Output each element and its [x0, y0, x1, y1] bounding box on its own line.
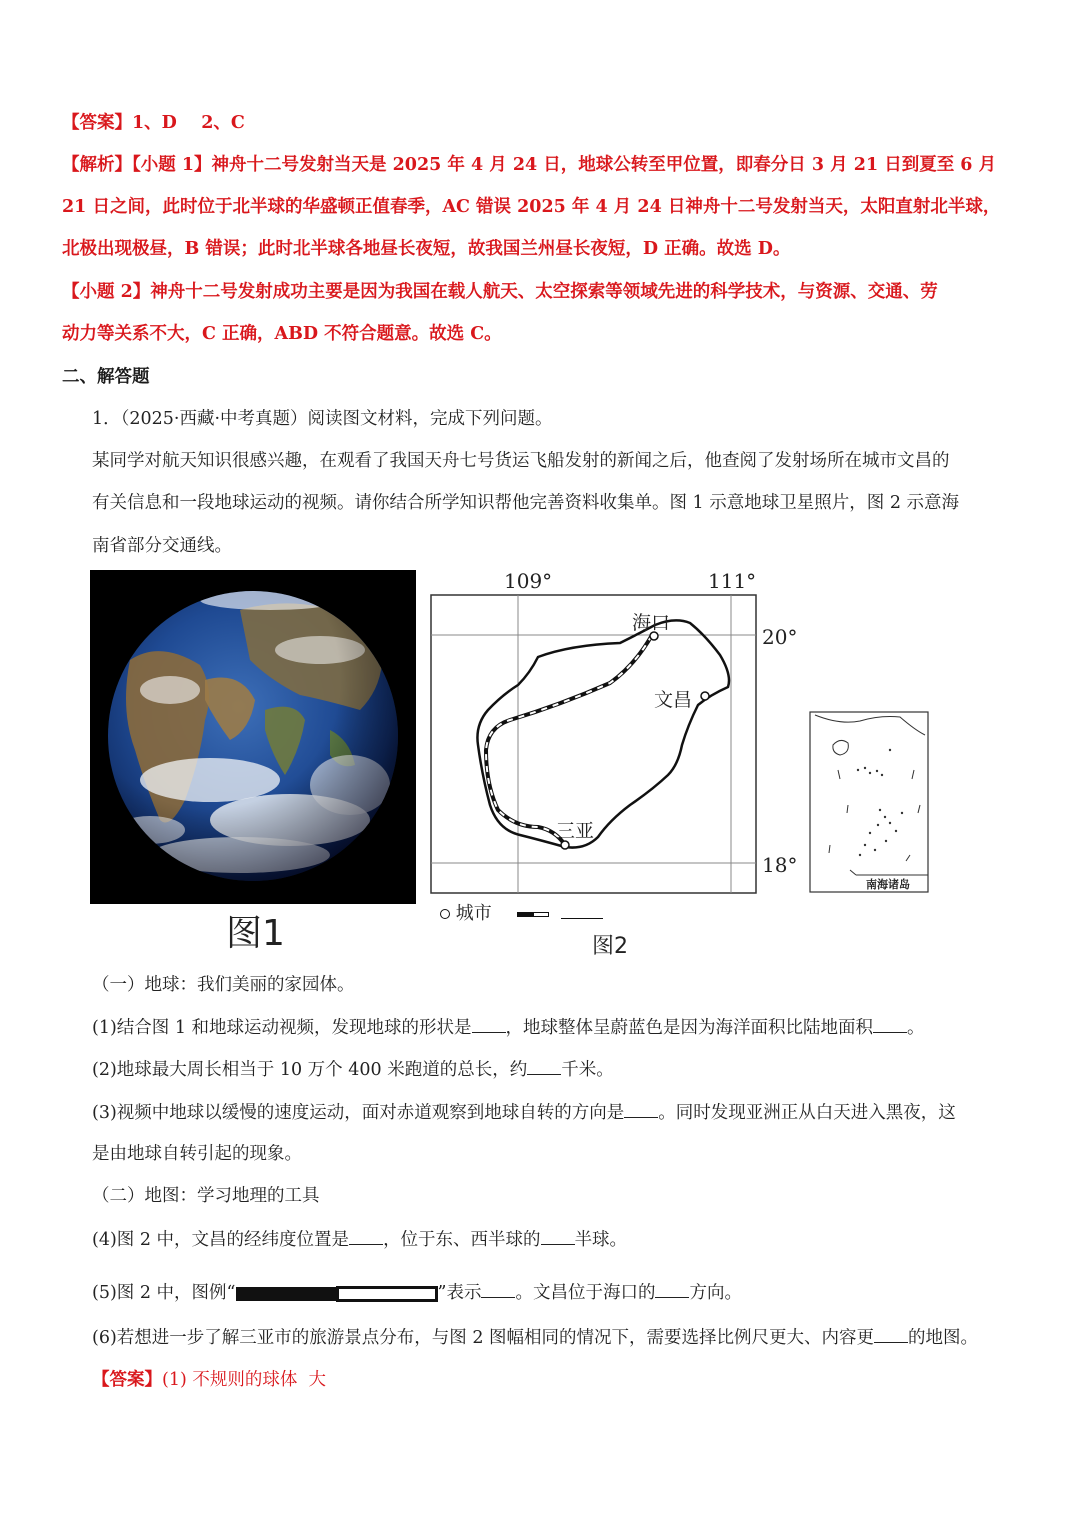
question-3-blank[interactable]: [624, 1101, 658, 1118]
lat-label-18: 18°: [762, 853, 798, 877]
question-1-blank-1[interactable]: [472, 1016, 506, 1033]
question-2-blank[interactable]: [527, 1058, 561, 1075]
question-1-blank-2[interactable]: [873, 1016, 907, 1033]
lon-label-109: 109°: [504, 569, 553, 593]
answer-label: 【答案】: [62, 113, 132, 133]
part1-title: （一）地球：我们美丽的家园体。: [92, 975, 355, 995]
hainan-map-drawing: [420, 565, 940, 895]
question-3-cont: 是由地球自转引起的现象。: [92, 1144, 302, 1164]
analysis-line-5: 动力等关系不大，C 正确，ABD 不符合题意。故选 C。: [62, 324, 502, 344]
question-1: [92, 1016, 925, 1039]
legend-scale-blank: [561, 918, 603, 919]
answer-line: [62, 112, 245, 134]
question-5-text-b: ”表示: [437, 1283, 482, 1303]
legend-scale-black: [517, 912, 533, 917]
question-5-text-d: 方向。: [689, 1283, 742, 1303]
question-5-blank-2[interactable]: [655, 1281, 689, 1298]
question-3-text-b: 。同时发现亚洲正从白天进入黑夜，这: [658, 1103, 956, 1123]
question-4-text-a: (4)图 2 中，文昌的经纬度位置是: [92, 1230, 350, 1250]
question-2: [92, 1058, 614, 1081]
hainan-island-outline: [477, 620, 729, 847]
question-header: 1．（2025·西藏·中考真题）阅读图文材料，完成下列问题。: [92, 409, 553, 429]
map-legend: [440, 899, 603, 925]
question-6: [92, 1326, 978, 1349]
question-5-scale-white: [336, 1286, 438, 1302]
city-label-sanya: 三亚: [556, 820, 595, 842]
question-2-text-a: (2)地球最大周长相当于 10 万个 400 米跑道的总长，约: [92, 1060, 528, 1080]
question-4: [92, 1228, 627, 1251]
figure-1-caption: 图1: [226, 913, 285, 954]
analysis-line-1: 【解析】【小题 1】神舟十二号发射当天是 2025 年 4 月 24 日，地球公转至甲位置，即春分日 3 月 21 日到夏至 6 月: [62, 155, 997, 175]
part2-title: （二）地图：学习地理的工具: [92, 1186, 320, 1206]
question-5-blank-1[interactable]: [481, 1281, 515, 1298]
question-4-blank-2[interactable]: [541, 1228, 575, 1245]
question-intro-3: 南省部分交通线。: [92, 536, 232, 556]
city-label-wenchang: 文昌: [654, 689, 693, 711]
question-intro-1: 某同学对航天知识很感兴趣，在观看了我国天舟七号货运飞船发射的新闻之后，他查阅了发射场所在城市文昌的: [92, 451, 950, 471]
question-1-text-c: 。: [907, 1018, 925, 1038]
question-5-scale-black: [236, 1287, 336, 1301]
railway-outline: [486, 635, 652, 845]
answer-text: 1、D 2、C: [132, 113, 245, 133]
question-3: [92, 1101, 956, 1124]
earth-globe-illustration: [90, 570, 416, 904]
legend-scale-white: [533, 912, 549, 917]
lon-label-111: 111°: [708, 569, 757, 593]
analysis-line-4: 【小题 2】神舟十二号发射成功主要是因为我国在载人航天、太空探索等领域先进的科学技术，与资源、交通、劳: [62, 282, 938, 302]
question-1-text-b: ，地球整体呈蔚蓝色是因为海洋面积比陆地面积: [505, 1018, 874, 1038]
analysis-line-2: 21 日之间，此时位于北半球的华盛顿正值春季，AC 错误 2025 年 4 月 24 日神舟十二号发射当天，太阳直射北半球，: [62, 197, 1001, 217]
inset-frame: [810, 712, 928, 892]
question-6-text-a: (6)若想进一步了解三亚市的旅游景点分布，与图 2 图幅相同的情况下，需要选择比例尺更大、内容更: [92, 1328, 875, 1348]
answer-2-label: 【答案】: [92, 1370, 162, 1390]
inset-label: 南海诸岛: [866, 878, 910, 891]
answer-2-text: (1) 不规则的球体 大: [162, 1370, 326, 1390]
question-3-text-a: (3)视频中地球以缓慢的速度运动，面对赤道观察到地球自转的方向是: [92, 1103, 625, 1123]
question-4-blank-1[interactable]: [349, 1228, 383, 1245]
legend-city-label: 城市: [455, 903, 492, 924]
question-intro-2: 有关信息和一段地球运动的视频。请你结合所学知识帮他完善资料收集单。图 1 示意地球卫星照片，图 2 示意海: [92, 493, 960, 513]
analysis-line-3: 北极出现极昼，B 错误；此时北半球各地昼长夜短，故我国兰州昼长夜短，D 正确。故选 D。: [62, 239, 791, 259]
question-1-text-a: (1)结合图 1 和地球运动视频，发现地球的形状是: [92, 1018, 472, 1038]
question-6-blank[interactable]: [874, 1326, 908, 1343]
figure-2-caption: 图2: [592, 934, 628, 959]
question-4-text-c: 半球。: [574, 1230, 628, 1250]
question-5: [92, 1281, 742, 1304]
lat-label-20: 20°: [762, 625, 798, 649]
question-6-text-b: 的地图。: [908, 1328, 979, 1348]
question-2-text-b: 千米。: [561, 1060, 614, 1080]
legend-city-symbol: [440, 909, 450, 919]
answer-2-line: [92, 1369, 326, 1391]
question-5-text-a: (5)图 2 中，图例“: [92, 1283, 236, 1303]
section-title: 二、解答题: [62, 367, 150, 387]
city-label-haikou: 海口: [632, 612, 671, 634]
figure-2-hainan-map: [420, 565, 940, 965]
question-5-text-c: 。文昌位于海口的: [515, 1283, 656, 1303]
city-marker-wenchang: [701, 692, 709, 700]
figure-1-earth-photo: [90, 570, 416, 904]
question-4-text-b: ，位于东、西半球的: [383, 1230, 541, 1250]
